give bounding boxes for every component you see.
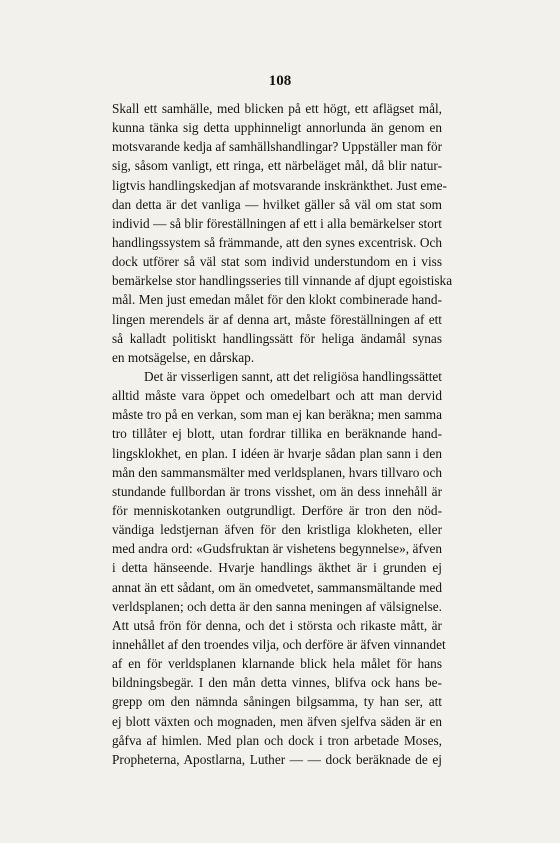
text-line: Propheterna, Apostlarna, Luther — — dock beräknade de ej [112,751,442,767]
text-line: dan detta är det vanliga — hvilket gäller så väl om stat som [112,196,442,212]
text-line: innehållet af den troendes vilja, och derföre är äfven vinnandet [112,636,446,652]
text-line: bildningsbegär. I den mån detta vinnes, blifva ock hans be- [112,675,442,691]
text-line: motsvarande kedja af samhällshandlingar? Uppställer man för [112,139,443,155]
text-line: sig, såsom vanligt, ett ringa, ett närbeläget mål, då blir natur- [112,158,442,174]
paragraph-2 [112,367,446,769]
text-line: kunna tänka sig detta upphinneligt annorlunda än genom en [112,120,442,136]
text-line: gåfva af himlen. Med plan och dock i tron arbetade Moses, [112,732,442,748]
text-line: så kalladt politiskt handlingssätt för heliga ändamål synas [112,330,442,346]
page-body [112,99,453,769]
text-line: en motsägelse, en dårskap. [112,349,255,365]
text-line: handlingssystem så främmande, att den synes excentrisk. Och [112,234,442,250]
text-line: grepp om den nämnda såningen bilgsamma, ty han ser, att [112,694,442,710]
text-line: mål. Men just emedan målet för den klokt combinerade hand- [112,292,442,308]
page-number: 108 [268,73,292,89]
text-line: dock utförer så väl stat som individ understundom en i viss [112,254,442,270]
text-line: tro tillåter ej blott, utan fordrar tillika en beräknande hand- [112,426,442,442]
text-line: lingen merendels är af denna art, måste föreställningen af ett [112,311,442,327]
paragraph-1 [112,99,453,367]
text-line: Att utså frön för denna, och det i största och rikaste mått, är [112,617,442,633]
text-line: måste tro på en verkan, som man ej kan beräkna; men samma [112,407,442,423]
text-line: lingsklokhet, en plan. I idéen är hvarje sådan plan sann i den [112,445,442,461]
text-line: i detta hänseende. Hvarje handlings äkthet är i grunden ej [112,560,442,576]
text-line: stundande fullbordan är trons visshet, om än dess innehåll är [112,483,442,499]
text-line: Det är visserligen sannt, att det religiösa handlingssättet [144,368,442,384]
text-line: Skall ett samhälle, med blicken på ett högt, ett aflägset mål, [112,101,442,116]
text-line: mån den sammansmälter med verldsplanen, hvars tillvaro och [112,464,442,480]
text-line: med andra ord: «Gudsfruktan är vishetens begynnelse», äfven [112,541,442,557]
text-line: annat än ett sådant, om än omedvetet, sammansmältande med [112,579,442,595]
text-line: verldsplanen; och detta är den sanna meningen af välsignelse. [112,598,442,614]
text-line: vändiga ledstjernan äfven för den kristliga klokheten, eller [112,522,442,538]
text-line: ej blott växten och mognaden, men äfven sjelfva säden är en [112,713,442,729]
text-line: alltid måste vara öppet och omedelbart och att man dervid [112,388,442,404]
text-line: af en för verldsplanen klarnande blick hela målet för hans [112,656,442,672]
text-line: för menniskotanken outgrundligt. Derföre är tron den nöd- [112,502,442,518]
text-line: ligtvis handlingskedjan af motsvarande inskränkthet. Just eme- [112,177,447,193]
text-line: individ — så blir föreställningen af ett i alla bemärkelser stort [112,215,442,231]
text-line: bemärkelse stor handlingsseries till vinnande af djupt egoistiska [112,273,453,289]
